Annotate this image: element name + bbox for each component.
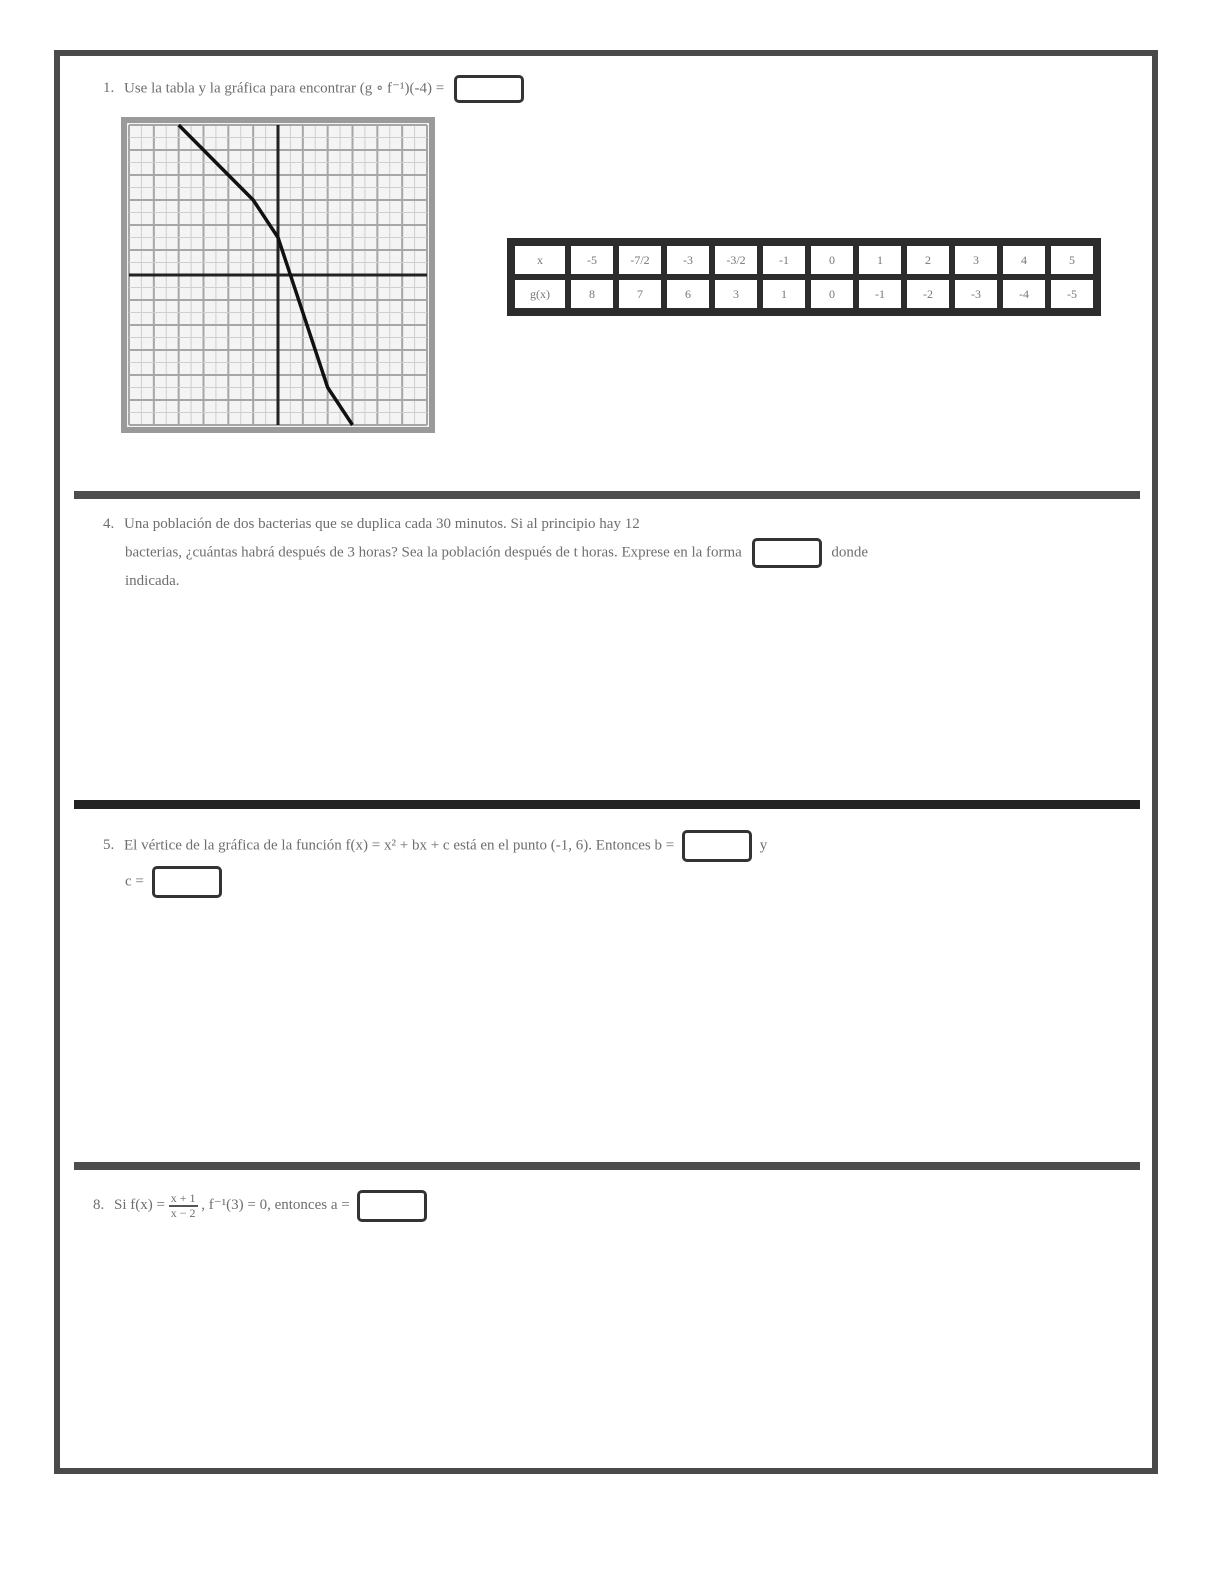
table-cell-gx: 6 (664, 277, 712, 311)
table-cell-x: 1 (856, 243, 904, 277)
question-lead: Si f(x) = (114, 1197, 165, 1213)
question-text: Use la tabla y la gráfica para encontrar (g ∘ f⁻¹)(-4) = (124, 80, 445, 97)
section-divider (74, 1162, 1140, 1170)
values-table (507, 238, 1101, 316)
table-cell-gx: -1 (856, 277, 904, 311)
table-header-gx: g(x) (512, 277, 568, 311)
question-line: c = (125, 873, 144, 890)
question-number: 8. (93, 1197, 105, 1213)
table-cell-x: 0 (808, 243, 856, 277)
table-cell-x: 4 (1000, 243, 1048, 277)
table-cell-x: -3/2 (712, 243, 760, 277)
question-number: 4. (103, 516, 115, 532)
table-cell-x: 3 (952, 243, 1000, 277)
section-divider (74, 491, 1140, 499)
question-4 (93, 1188, 427, 1222)
question-2 (103, 511, 1143, 595)
table-cell-x: -1 (760, 243, 808, 277)
table-cell-gx: 1 (760, 277, 808, 311)
question-3 (103, 830, 1143, 898)
table-row-x (512, 243, 1096, 277)
question-tail: , f⁻¹(3) = 0, entonces a = (201, 1197, 350, 1213)
table-cell-x: -5 (568, 243, 616, 277)
question-trail: y (759, 837, 768, 854)
fraction (169, 1192, 198, 1220)
table-cell-gx: 3 (712, 277, 760, 311)
question-number: 1. (103, 80, 115, 97)
question-1 (103, 75, 524, 103)
table-cell-x: -7/2 (616, 243, 664, 277)
table-row-gx (512, 277, 1096, 311)
answer-box-1[interactable] (454, 75, 524, 103)
answer-box-b[interactable] (682, 830, 752, 862)
question-line: bacterias, ¿cuántas habrá después de 3 horas? Sea la población después de t horas. Exprese en la forma (125, 544, 742, 561)
table-header-x: x (512, 243, 568, 277)
answer-box-a[interactable] (357, 1190, 427, 1222)
function-graph (121, 117, 435, 433)
question-number: 5. (103, 837, 115, 854)
table-cell-gx: -4 (1000, 277, 1048, 311)
question-trail: donde (831, 544, 869, 561)
table-cell-gx: 8 (568, 277, 616, 311)
table-cell-gx: -5 (1048, 277, 1096, 311)
table-cell-gx: 0 (808, 277, 856, 311)
table-cell-x: 2 (904, 243, 952, 277)
table-cell-gx: 7 (616, 277, 664, 311)
answer-box-c[interactable] (152, 866, 222, 898)
table-cell-gx: -2 (904, 277, 952, 311)
table-cell-gx: -3 (952, 277, 1000, 311)
question-line: Una población de dos bacterias que se duplica cada 30 minutos. Si al principio hay 12 (124, 516, 640, 532)
table-cell-x: 5 (1048, 243, 1096, 277)
question-line: El vértice de la gráfica de la función f(x) = x² + bx + c está en el punto (-1, 6). Entonces b = (124, 837, 675, 854)
question-line: indicada. (125, 573, 180, 589)
fraction-numerator: x + 1 (170, 1190, 196, 1205)
table-cell-x: -3 (664, 243, 712, 277)
fraction-denominator: x − 2 (170, 1205, 196, 1220)
answer-box-2[interactable] (752, 538, 822, 568)
section-divider (74, 800, 1140, 809)
